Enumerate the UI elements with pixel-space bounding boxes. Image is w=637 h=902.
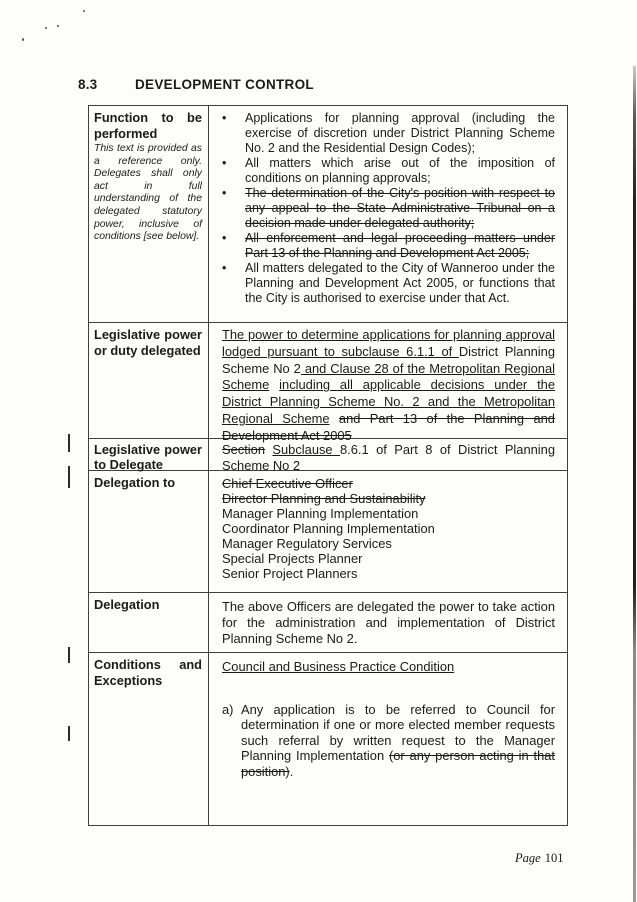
delegation-table: [88, 105, 568, 826]
page-number: [515, 851, 563, 866]
officer-line: [222, 491, 555, 506]
row-label-power-delegated: Legislative power or duty delegated: [89, 323, 209, 438]
text-segment: Coordinator Planning Implementation: [222, 521, 435, 536]
text-segment: [269, 377, 279, 392]
condition-item-label: a): [222, 701, 234, 717]
row-label-power-to-delegate: Legislative power to Delegate: [89, 439, 209, 470]
text-segment: Applications for planning approval (including the exercise of discretion under District Planning Scheme No. 2 and the Residential Design Codes);: [245, 111, 555, 155]
change-bar: [68, 726, 70, 741]
row-content-delegation: The above Officers are delegated the power to take action for the administration and implementation of District Planning Scheme No 2.: [222, 599, 555, 646]
bullet-text: [245, 186, 555, 231]
list-item: [222, 111, 555, 156]
text-segment: Subclause: [272, 442, 341, 457]
text-segment: The power to determine applications for planning approval lodged pursuant to subclause 6.1.1 of: [222, 327, 555, 359]
row-label-note: This text is provided as a reference only. Delegates shall only act in full understanding of the delegated statutory power, inclusive of conditions [see below].: [94, 143, 202, 243]
text-segment: Any application is to be referred to Council for determination if one or more elected member requests such referral by written request to the Manager Planning Implementation: [241, 701, 555, 763]
list-item: [222, 231, 555, 261]
bullet-text: [245, 261, 555, 306]
section-number: 8.3: [78, 77, 98, 92]
scan-speck: [83, 10, 85, 12]
table-row-delegation-to: [89, 471, 567, 593]
text-segment: Manager Planning Implementation: [222, 506, 419, 521]
row-content-function: [209, 106, 567, 322]
bullet-icon: •: [222, 111, 227, 125]
row-label-delegation: Delegation: [89, 593, 209, 652]
text-segment: All matters which arise out of the imposition of conditions on planning approvals;: [245, 156, 555, 185]
officer-line: [222, 536, 555, 551]
text-segment: Council and Business Practice Condition: [222, 659, 455, 674]
page-title: DEVELOPMENT CONTROL: [135, 77, 314, 92]
condition-item-text: [241, 702, 555, 780]
row-content-conditions: [209, 653, 567, 825]
text-segment: Special Projects Planner: [222, 551, 363, 566]
bullet-icon: •: [222, 186, 227, 200]
officer-line: [222, 521, 555, 536]
officer-line: [222, 566, 555, 581]
bullet-text: [245, 231, 555, 261]
page-number-word: Page: [515, 851, 541, 865]
row-label-delegation-to: Delegation to: [89, 471, 209, 592]
table-row-delegation: [89, 593, 567, 653]
table-row-function: [89, 106, 567, 323]
conditions-heading: [222, 659, 555, 675]
text-segment: and Part 13 of the Planning and Development Act 2005: [222, 410, 555, 443]
table-row-conditions: [89, 653, 567, 825]
text-segment: Section: [222, 442, 265, 457]
text-segment: .: [289, 763, 294, 779]
text-segment: All enforcement and legal proceeding matters under Part 13 of the Planning and Development Act 2005;: [245, 231, 555, 260]
bullet-icon: •: [222, 261, 227, 275]
table-row-power-to-delegate: [89, 439, 567, 471]
text-segment: 8.6.1 of Part 8 of District Planning Scheme No 2: [222, 442, 555, 473]
text-segment: All matters delegated to the City of Wanneroo under the Planning and Development Act 2005, or functions that the City is authorised to exercise under that Act.: [245, 261, 555, 305]
table-row-power-delegated: [89, 323, 567, 443]
row-content-delegation-to: [209, 471, 567, 592]
bullet-icon: •: [222, 231, 227, 245]
row-content-power-to-delegate: [209, 439, 567, 473]
row-label-function: [89, 106, 209, 322]
row-content-power-delegated: [209, 323, 567, 443]
row-label-text: Function to be performed: [94, 110, 202, 141]
scan-speck: [57, 25, 59, 27]
bullet-text: [245, 156, 555, 186]
text-segment: including all applicable decisions under the District Planning Scheme No. 2 and the Metropolitan Regional Scheme: [222, 377, 555, 426]
text-segment: and Clause 28 of the Metropolitan Regional Scheme: [222, 360, 556, 393]
text-segment: District Planning Scheme No 2: [222, 343, 555, 376]
text-segment: (or any person acting in that position): [241, 748, 555, 779]
text-segment: [330, 411, 339, 426]
officer-line: [222, 551, 555, 566]
bullet-text: [245, 111, 555, 156]
scan-edge-artifact: [633, 66, 636, 902]
change-bar: [68, 647, 70, 663]
scan-speck: [22, 38, 24, 41]
officer-line: [222, 476, 555, 491]
condition-item-a: [222, 702, 555, 780]
row-label-conditions: Conditions and Exceptions: [89, 653, 209, 825]
bullet-icon: •: [222, 156, 227, 170]
list-item: [222, 261, 555, 306]
change-bar: [68, 466, 70, 488]
text-segment: Senior Project Planners: [222, 566, 358, 581]
list-item: [222, 156, 555, 186]
list-item: [222, 186, 555, 231]
scan-speck: [45, 27, 47, 29]
text-segment: The determination of the City's position with respect to any appeal to the State Administrative Tribunal on a decision made under delegated authority;: [245, 186, 555, 230]
text-segment: Manager Regulatory Services: [222, 536, 392, 551]
page-number-value: 101: [544, 851, 564, 865]
text-segment: Chief Executive Officer: [222, 476, 353, 491]
officer-line: [222, 506, 555, 521]
text-segment: Director Planning and Sustainability: [222, 491, 426, 506]
change-bar: [68, 434, 70, 452]
